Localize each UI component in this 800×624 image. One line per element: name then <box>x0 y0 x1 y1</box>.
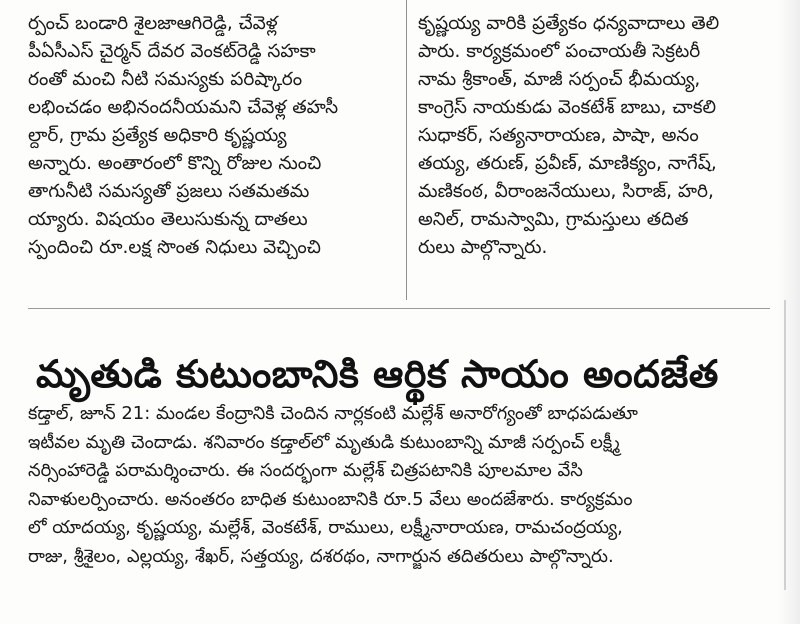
article-body-line: కడ్తాల్, జూన్ 21: మండల కేంద్రానికి చెందిన నార్లకంటి మల్లేశ్ అనారోగ్యంతో బాధపడుతూ <box>28 403 638 424</box>
article-left-line: అన్నారు. అంతారంలో కొన్ని రోజుల నుంచి <box>28 153 322 174</box>
article-body-line: ఇటీవల మృతి చెందాడు. శనివారం కడ్తాల్‌లో మృతుడి కుటుంబాన్ని మాజీ సర్పంచ్ లక్ష్మీ <box>28 431 620 453</box>
article-right-line: సుధాకర్, సత్యనారాయణ, పాషా, అనం <box>418 125 699 146</box>
article-left-line: పీఏసీఎస్ చైర్మన్ దేవర వెంకట్‌రెడ్డి సహకా <box>28 41 316 62</box>
section-rule <box>28 308 770 309</box>
previous-article-left-column <box>28 0 396 262</box>
column-divider <box>406 0 407 300</box>
article-left-line: య్యారు. విషయం తెలుసుకున్న దాతలు <box>28 209 308 230</box>
article-right-line: రులు పాల్గొన్నారు. <box>418 237 548 258</box>
previous-article-right-column <box>418 0 778 262</box>
clipped-top-line-left <box>28 0 396 10</box>
article-right-line: నామ శ్రీకాంత్, మాజీ సర్పంచ్ భీమయ్య, <box>418 69 701 90</box>
page-edge-rule <box>784 300 786 590</box>
article-left-line: ల్దార్, గ్రామ ప్రత్యేక అధికారి కృష్ణయ్య <box>28 125 287 146</box>
article-right-line: పారు. కార్యక్రమంలో పంచాయతీ సెక్రటరీ <box>418 41 701 62</box>
article-left-line: లభించడం అభినందనీయమని చేవెళ్ల తహసీ <box>28 97 339 118</box>
article-left-line: ర్పంచ్ బండారి శైలజాఆగిరెడ్డి, చేవెళ్ల <box>28 13 278 34</box>
article-right-line: మణికంఠ, వీరాంజనేయులు, సిరాజ్, హరి, <box>418 181 714 202</box>
article-body <box>28 400 776 571</box>
article-body-line: నర్సింహారెడ్డి పరామర్శించారు. ఈ సందర్భంగా మల్లేశ్ చిత్రపటానికి పూలమాల వేసి <box>28 460 583 481</box>
previous-article-columns <box>28 0 776 300</box>
article-body-line: లో యాదయ్య, కృష్ణయ్య, మల్లేశ్, వెంకటేశ్, రాములు, లక్ష్మీనారాయణ, రామచంద్రయ్య, <box>28 517 623 538</box>
article-body-line: రాజు, శ్రీశైలం, ఎల్లయ్య, శేఖర్, సత్తయ్య, దశరథం, నాగార్జున తదితరులు పాల్గొన్నారు. <box>28 545 614 567</box>
article-left-line: తాగునీటి సమస్యతో ప్రజలు సతమతమ <box>28 181 310 202</box>
article-right-line: కాంగ్రెస్ నాయకుడు వెంకటేశ్ బాబు, చాకలి <box>418 97 717 118</box>
page-edge-shadow <box>778 0 800 624</box>
article-right-line: అనిల్, రామస్వామి, గ్రామస్తులు తదిత <box>418 209 689 230</box>
article-body-line: నివాళులర్పించారు. అనంతరం బాధిత కుటుంబానికి రూ.5 వేలు అందజేశారు. కార్యక్రమం <box>28 488 633 510</box>
clipped-top-line-right <box>418 0 778 10</box>
article-left-line: స్పందించి రూ.లక్ష సొంత నిధులు వెచ్చించి <box>28 237 321 258</box>
article-right-line: తయ్య, తరుణ్, ప్రవీణ్, మాణిక్యం, నాగేష్, <box>418 153 717 174</box>
article-right-line: కృష్ణయ్య వారికి ప్రత్యేకం ధన్యవాదాలు తెలి <box>418 13 720 34</box>
article-headline: మృతుడి కుటుంబానికి ఆర్థిక సాయం అందజేత <box>36 352 719 397</box>
article-left-line: రంతో మంచి నీటి సమస్యకు పరిష్కారం <box>28 69 303 90</box>
